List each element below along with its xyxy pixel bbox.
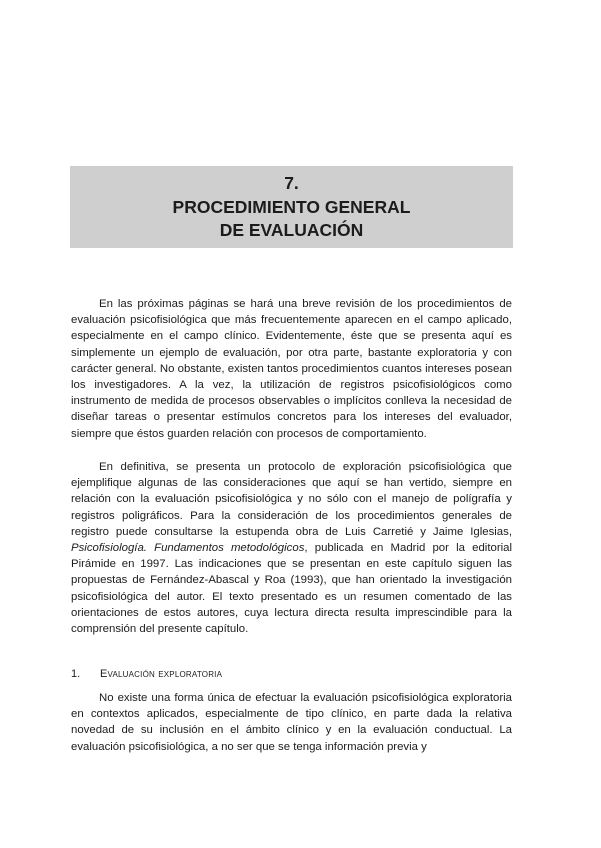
- chapter-title-line-1: PROCEDIMIENTO GENERAL: [172, 197, 411, 217]
- paragraph-protocol-text-a: En definitiva, se presenta un protocolo de exploración psicofisiológica que ejemplifique algunas de las consideraciones que aquí se han vertido, siempre en relación con la evaluación psicofisiológica y no sólo con el manejo de polígrafía y registros poligráficos. Para la consideración de los procedimientos generales de registro puede consultarse la estupenda obra de Luis Carretié y Jaime Iglesias,: [71, 461, 512, 538]
- paragraph-exploratory: No existe una forma única de efectuar la evaluación psicofisiológica exploratoria en contextos aplicados, especialmente de tipo clínico, en parte dada la relativa novedad de su inclusión en el ámbito clínico y en la evaluación conductual. La evaluación psicofisiológica, a no ser que se tenga información previa y: [71, 692, 512, 753]
- chapter-heading-box: [70, 166, 513, 248]
- section-title: Evaluación exploratoria: [100, 668, 223, 680]
- paragraph-intro: En las próximas páginas se hará una breve revisión de los procedimientos de evaluación psicofisiológica que más frecuentemente aparecen en el campo aplicado, especialmente en el campo clínico. Evidentemente, éste que se presenta aquí es simplemente un ejemplo de evaluación, por otra parte, bastante exploratoria y con carácter general. No obstante, existen tantos procedimientos cuantos intereses posean los investigadores. A la vez, la utilización de registros psicofisiológicos como instrumento de medida de procesos observables o implícitos conlleva la necesidad de diseñar tareas o presentar estímulos concretos para los intereses del evaluador, siempre que éstos guarden relación con procesos de comportamiento.: [71, 298, 512, 440]
- section-heading: [71, 667, 512, 681]
- chapter-number: 7.: [284, 173, 299, 193]
- section-number: 1.: [71, 668, 81, 680]
- chapter-title: [70, 196, 513, 242]
- chapter-title-line-2: DE EVALUACIÓN: [219, 220, 364, 240]
- book-title: Psicofisiología. Fundamentos metodológicos: [71, 542, 305, 555]
- paragraph-protocol: [71, 459, 512, 637]
- paragraph-protocol-text-b: , publicada en Madrid por la editorial Pirámide en 1997. Las indicaciones que se presentan en este capítulo siguen las propuestas de Fernández-Abascal y Roa (1993), que han orientado la investigación psicofisiológica del autor. El texto presentado es un resumen comentado de las orientaciones de estos autores, cuya lectura directa resulta imprescindible para la comprensión del presente capítulo.: [71, 542, 513, 636]
